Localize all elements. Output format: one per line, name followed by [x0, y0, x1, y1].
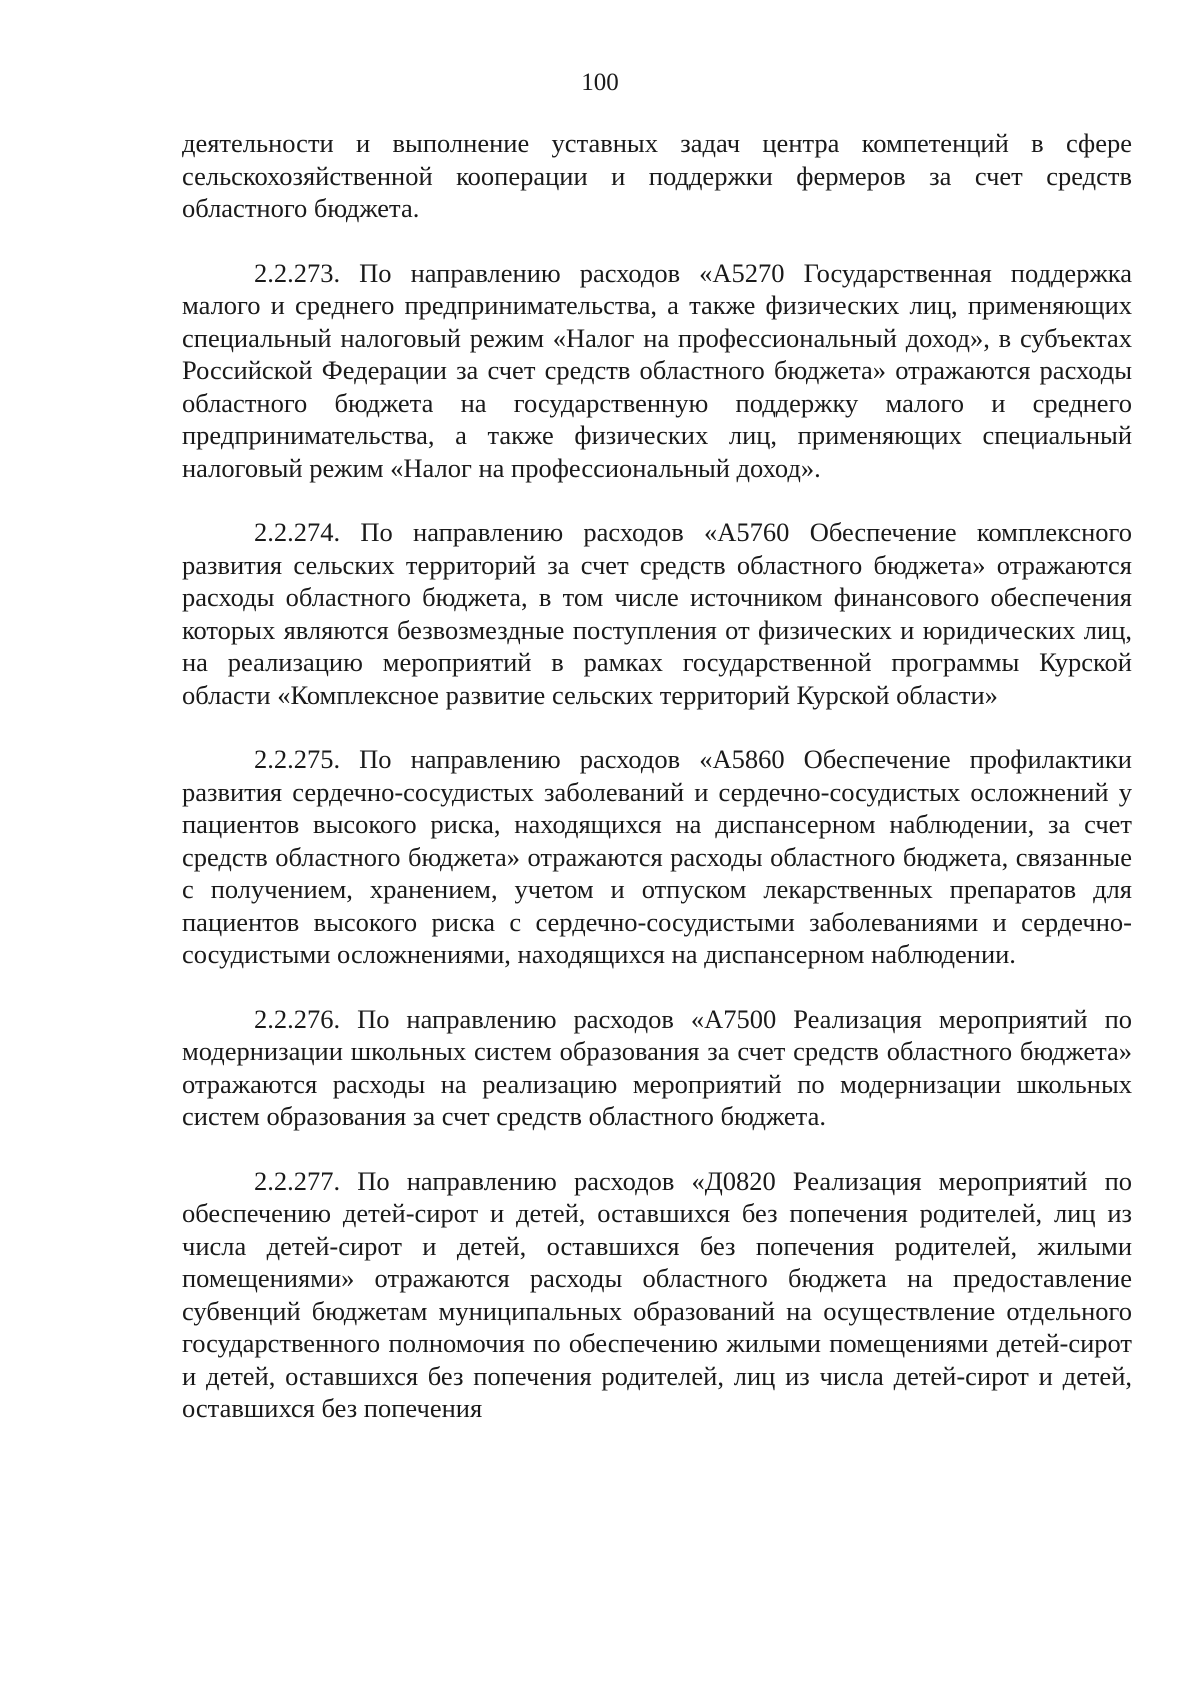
- paragraph-2-2-277: 2.2.277. По направлению расходов «Д0820 Реализация мероприятий по обеспечению детей-сирот и детей, оставшихся без попечения родителей, лиц из числа детей-сирот и детей, оставшихся без попечения родителей, жилыми помещениями» отражаются расходы областного бюджета на предоставление субвенций бюджетам муниципальных образований на осуществление отдельного государственного полномочия по обеспечению жилыми помещениями детей-сирот и детей, оставшихся без попечения родителей, лиц из числа детей-сирот и детей, оставшихся без попечения: [182, 1165, 1132, 1423]
- document-body: [182, 127, 1132, 1425]
- paragraph-2-2-275: 2.2.275. По направлению расходов «А5860 Обеспечение профилактики развития сердечно-сосудистых заболеваний и сердечно-сосудистых осложнений у пациентов высокого риска, находящихся на диспансерном наблюдении, за счет средств областного бюджета» отражаются расходы областного бюджета, связанные с получением, хранением, учетом и отпуском лекарственных препаратов для пациентов высокого риска с сердечно-сосудистыми заболеваниями и сердечно-сосудистыми осложнениями, находящихся на диспансерном наблюдении.: [182, 744, 1132, 969]
- paragraph-2-2-274: 2.2.274. По направлению расходов «А5760 Обеспечение комплексного развития сельских территорий за счет средств областного бюджета» отражаются расходы областного бюджета, в том числе источником финансового обеспечения которых являются безвозмездные поступления от физических и юридических лиц, на реализацию мероприятий в рамках государственной программы Курской области «Комплексное развитие сельских территорий Курской области»: [182, 517, 1132, 710]
- paragraph-2-2-273: 2.2.273. По направлению расходов «А5270 Государственная поддержка малого и среднего предпринимательства, а также физических лиц, применяющих специальный налоговый режим «Налог на профессиональный доход», в субъектах Российской Федерации за счет средств областного бюджета» отражаются расходы областного бюджета на государственную поддержку малого и среднего предпринимательства, а также физических лиц, применяющих специальный налоговый режим «Налог на профессиональный доход».: [182, 257, 1132, 483]
- page-number: 100: [581, 69, 619, 96]
- paragraph-2-2-276: 2.2.276. По направлению расходов «А7500 Реализация мероприятий по модернизации школьных систем образования за счет средств областного бюджета» отражаются расходы на реализацию мероприятий по модернизации школьных систем образования за счет средств областного бюджета.: [182, 1003, 1132, 1131]
- paragraph-continuation: деятельности и выполнение уставных задач центра компетенций в сфере сельскохозяйственной кооперации и поддержки фермеров за счет средств областного бюджета.: [182, 128, 1132, 223]
